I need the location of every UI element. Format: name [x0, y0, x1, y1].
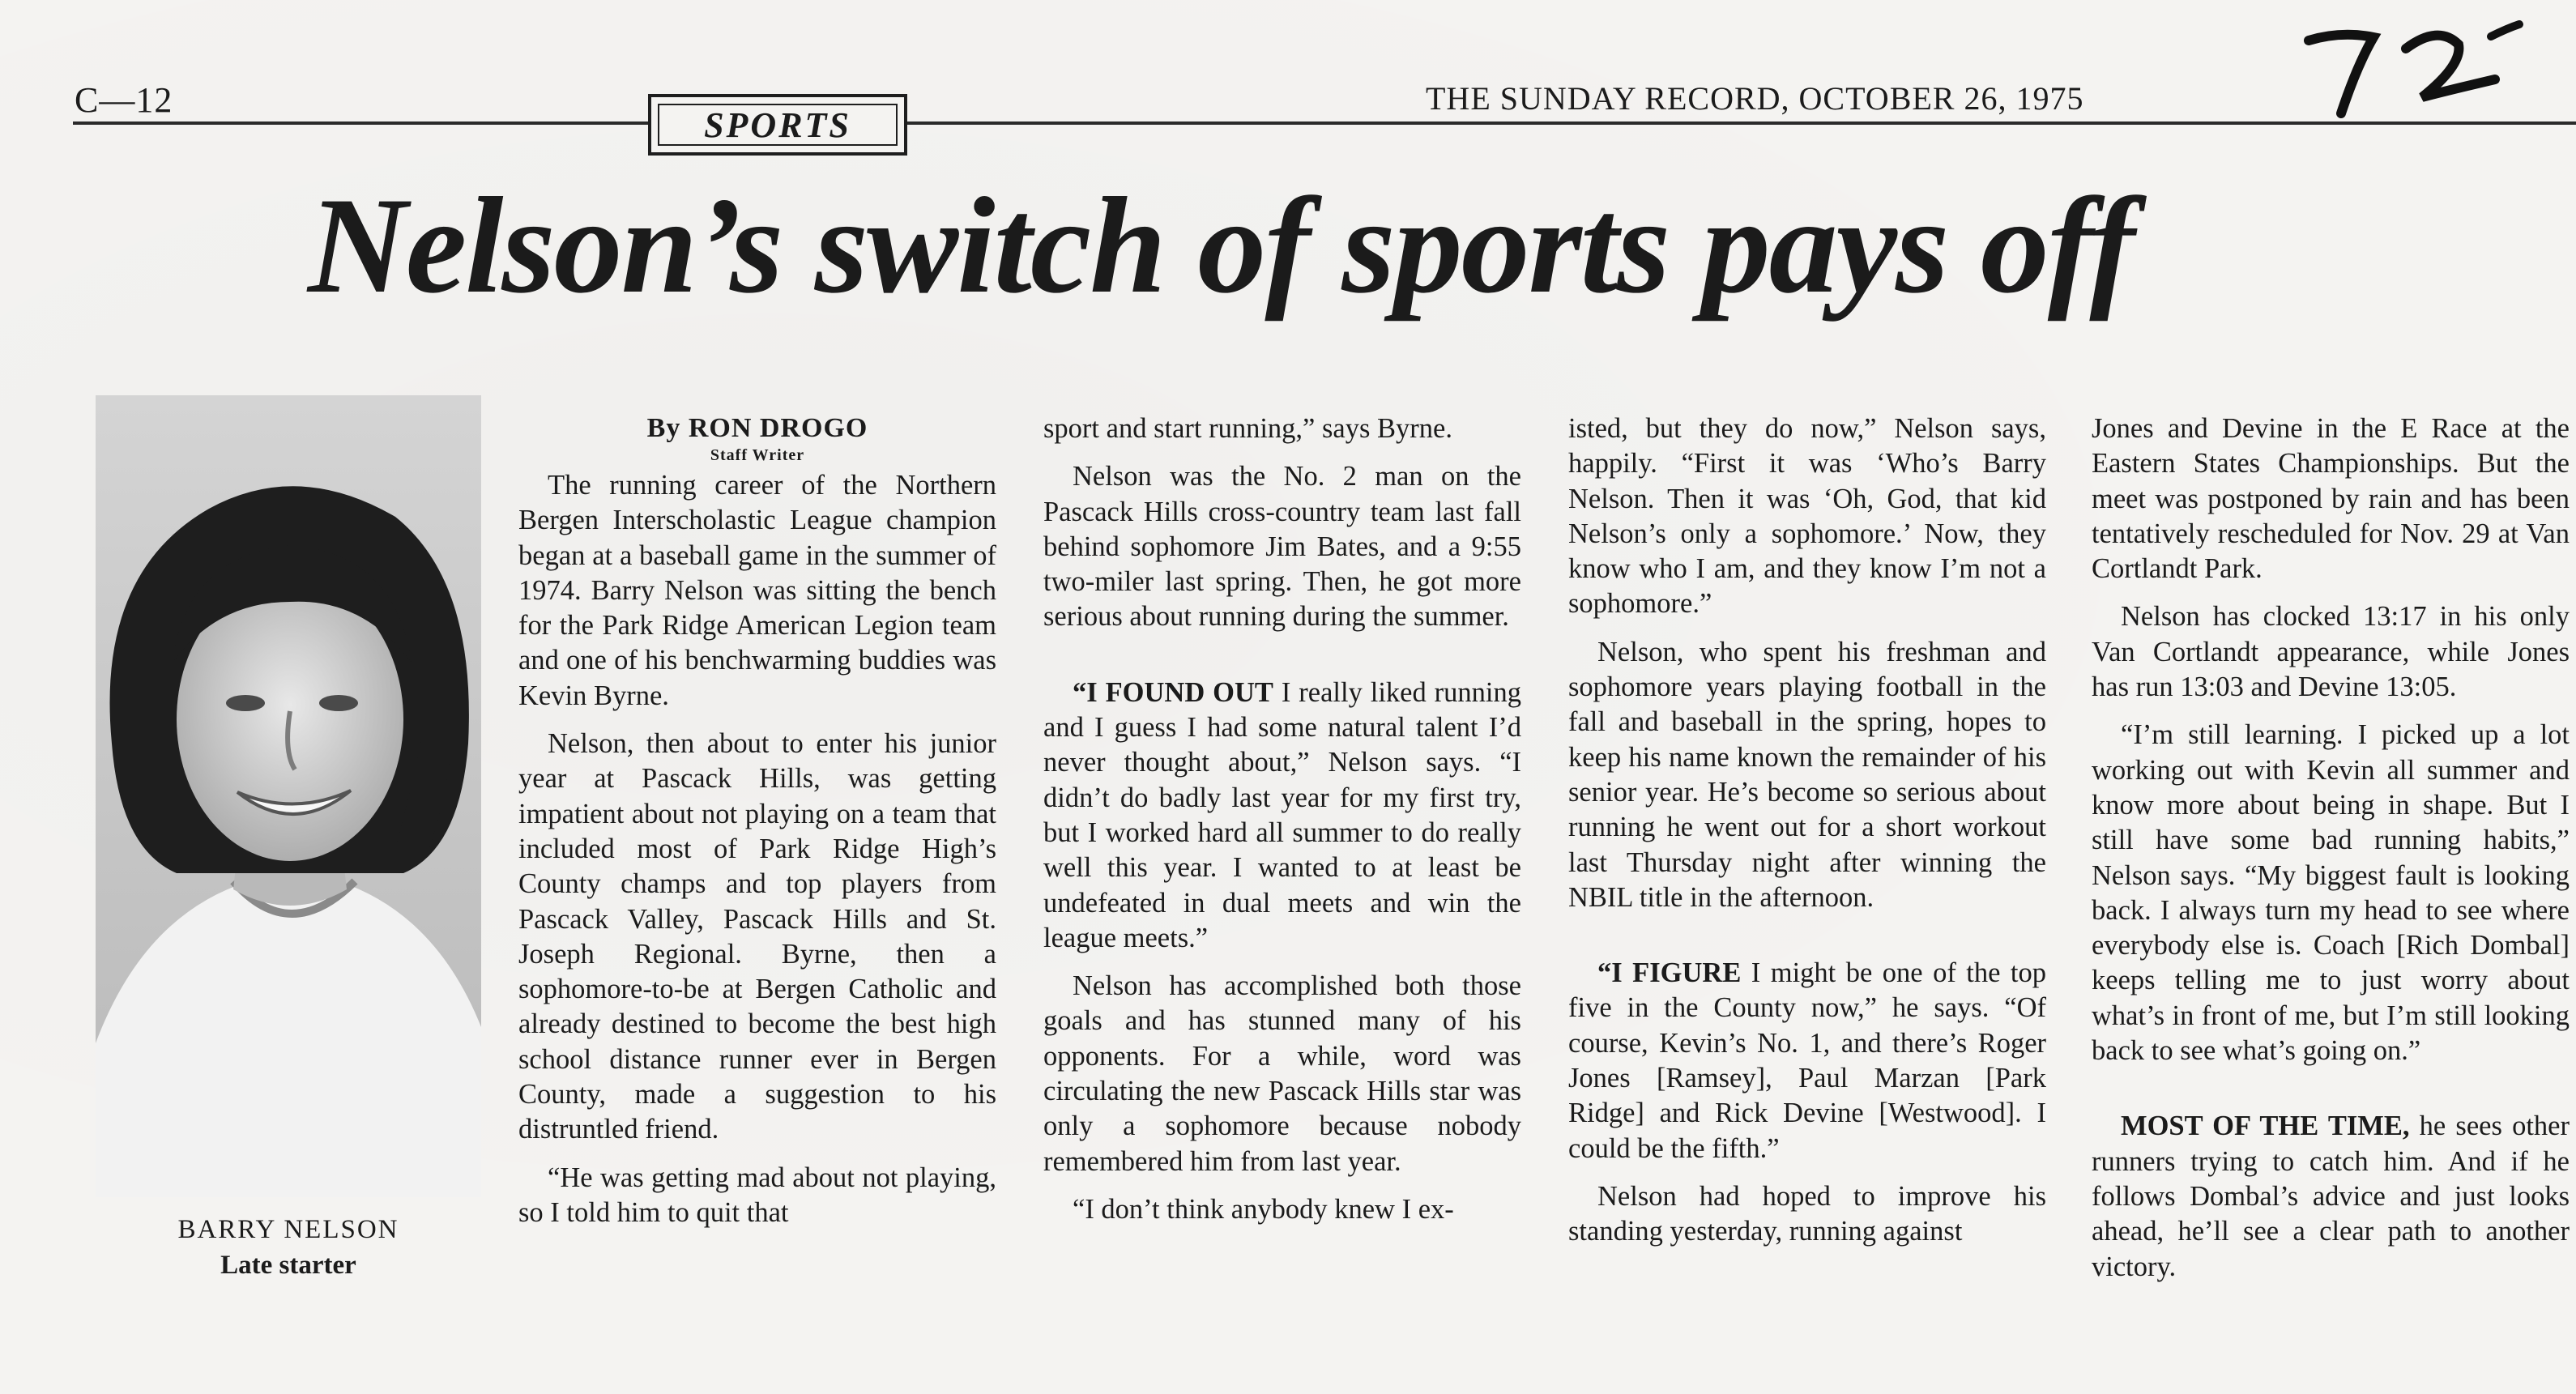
paragraph-text: he sees other runners trying to catch him. And if he follows Dombal’s advice and just looks ahead, he’ll see a clear path to another victory. — [2092, 1111, 2570, 1282]
byline-title: Staff Writer — [710, 446, 805, 464]
paragraph: Jones and Devine in the E Race at the Eastern States Championships. But the meet was postponed by rain and has been tentatively rescheduled for Nov. 29 at Van Cortlandt Park. — [2092, 413, 2570, 585]
article-column-2 — [1043, 411, 1521, 1227]
paragraph-text: I really liked running and I guess I had some natural talent I’d never thought about,” Nelson says. “I didn’t do badly last year for my first try, but I worked hard all summer to do really well this year. I wanted to at least be undefeated in dual meets and win the league meets.” — [1043, 676, 1521, 953]
photo-caption-name: BARRY NELSON — [177, 1215, 399, 1244]
header-rule-left — [73, 121, 648, 125]
section-label-box — [648, 94, 907, 156]
paragraph — [2092, 1109, 2570, 1284]
paragraph-lead: “I FIGURE — [1597, 957, 1742, 989]
page-folio: C—12 — [75, 80, 173, 120]
paragraph-lead: MOST OF THE TIME, — [2121, 1111, 2410, 1142]
handwritten-page-number — [2284, 16, 2527, 121]
paragraph: “I don’t think anybody knew I ex- — [1073, 1193, 1454, 1225]
paragraph: Nelson had hoped to improve his standing yesterday, running against — [1568, 1180, 2046, 1247]
paragraph: Nelson was the No. 2 man on the Pascack Hills cross-country team last fall behind sophomore Jim Bates, and a 9:55 two-miler last spring. Then, he got more serious about running during the summer. — [1043, 461, 1521, 633]
headline: Nelson’s switch of sports pays off — [308, 169, 2134, 322]
header-rule — [648, 121, 2576, 125]
paragraph: isted, but they do now,” Nelson says, happily. “First it was ‘Who’s Barry Nelson. Then it was ‘Oh, God, that kid Nelson’s only a sophomore.’ Now, they know who I am, and they know I’m not a sophomore.” — [1568, 413, 2046, 620]
masthead: THE SUNDAY RECORD, OCTOBER 26, 1975 — [1426, 80, 2084, 117]
article-column-1 — [518, 411, 996, 1230]
paragraph: Nelson, then about to enter his junior year at Pascack Hills, was getting impatient about not playing on a team that included most of Park Ridge High’s County champs and top players from Pascack Valley, Pascack Hills and St. Joseph Regional. Byrne, then a sophomore-to-be at Bergen Catholic and already destined to become the best high school distance runner ever in Bergen County, made a suggestion to his distruntled friend. — [518, 728, 996, 1145]
paragraph — [1568, 956, 2046, 1166]
paragraph: Nelson has clocked 13:17 in his only Van Cortlandt appearance, while Jones has run 13:03 and Devine 13:05. — [2092, 601, 2570, 703]
paragraph: “I’m still learning. I picked up a lot working out with Kevin all summer and know more about being in shape. But I still have some bad running habits,” Nelson says. “My biggest fault is looking back. I always turn my head to see where everybody else is. Coach [Rich Dombal] keeps telling me to just worry about what’s in front of me, but I’m still looking back to see what’s going on.” — [2092, 719, 2570, 1067]
paragraph-lead: “I FOUND OUT — [1073, 676, 1273, 708]
paragraph-text: I might be one of the top five in the County now,” he says. “Of course, Kevin’s No. 1, and there’s Roger Jones [Ramsey], Paul Marzan [Park Ridge] and Rick Devine [Westwood]. I could be the fifth.” — [1568, 957, 2046, 1164]
section-label: SPORTS — [658, 104, 898, 146]
paragraph: sport and start running,” says Byrne. — [1043, 413, 1452, 444]
paragraph: The running career of the Northern Bergen Interscholastic League champion began at a baseball game in the summer of 1974. Barry Nelson was sitting the bench for the Park Ridge American Legion team and one of his benchwarming buddies was Kevin Byrne. — [518, 470, 996, 711]
paragraph: “He was getting mad about not playing, so I told him to quit that — [518, 1162, 996, 1228]
paragraph — [1043, 676, 1521, 956]
paragraph: Nelson, who spent his freshman and sophomore years playing football in the fall and baseball in the spring, hopes to keep his name known the remainder of his senior year. He’s become so serious about running he went out for a short workout last Thursday night after winning the NBIL title in the afternoon. — [1568, 636, 2046, 913]
player-photo — [96, 395, 481, 1197]
portrait-image — [96, 395, 481, 1197]
byline: By RON DROGO — [646, 413, 868, 443]
paragraph: Nelson has accomplished both those goals and has stunned many of his opponents. For a while, word was circulating the new Pascack Hills star was only a sophomore because nobody remembered him from last year. — [1043, 970, 1521, 1177]
article-column-3 — [1568, 411, 2046, 1250]
photo-caption-subtitle: Late starter — [220, 1251, 356, 1280]
article-column-4 — [2092, 411, 2570, 1285]
